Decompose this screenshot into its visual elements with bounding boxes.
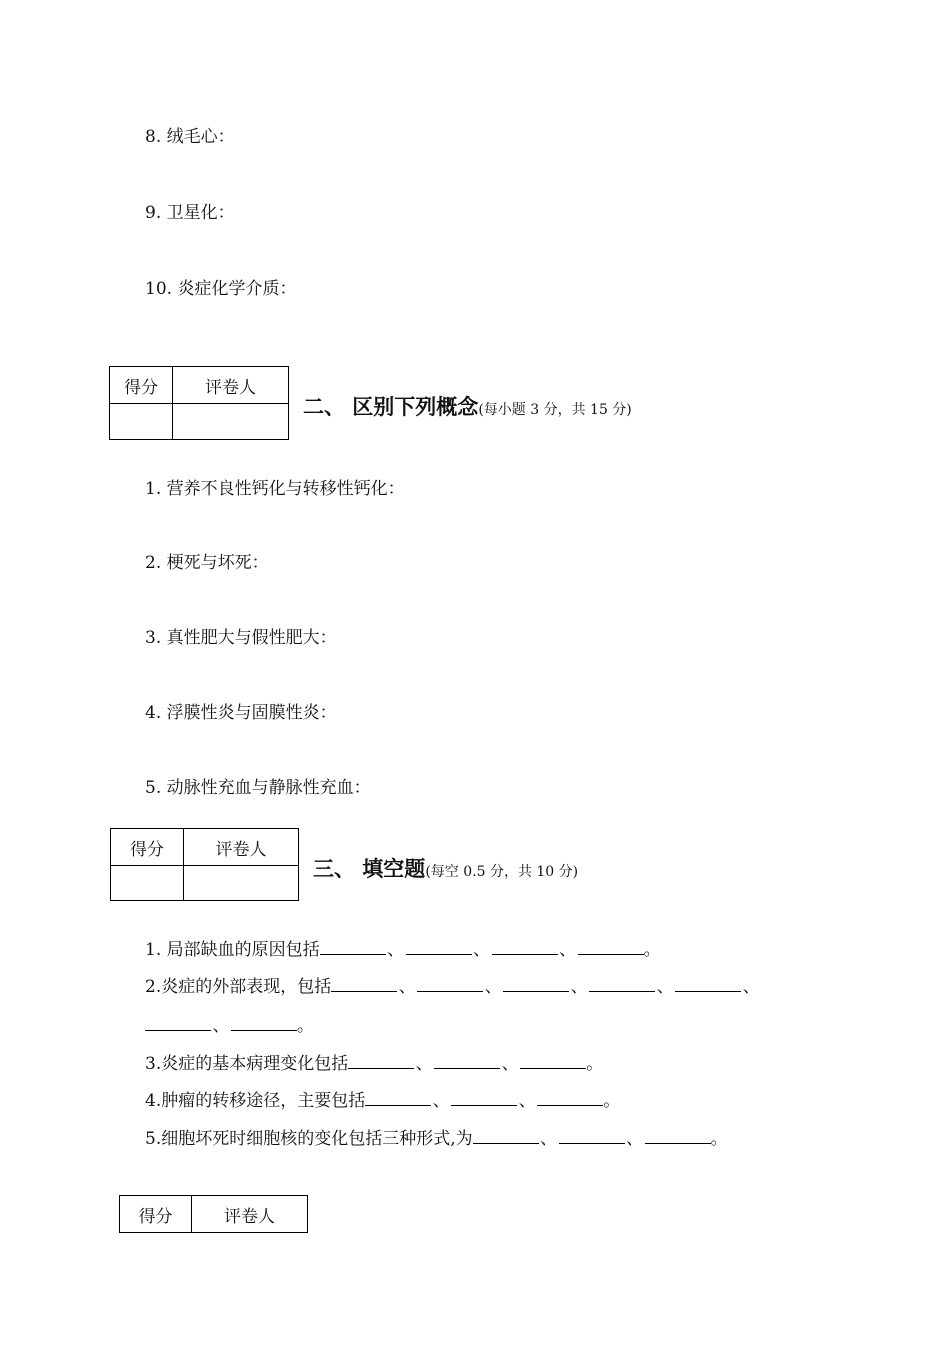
separator: 、 — [387, 940, 405, 960]
question-10: 10. 炎症化学介质： — [145, 279, 297, 299]
score-label: 得分 — [120, 1196, 192, 1233]
blank[interactable] — [348, 1053, 414, 1069]
question-text: 4.肿瘤的转移途径，主要包括 — [145, 1091, 366, 1111]
separator: 、 — [656, 977, 674, 997]
score-table — [109, 366, 289, 440]
separator: 、 — [570, 977, 588, 997]
fill-question-1 — [145, 935, 661, 960]
fill-question-2 — [145, 972, 761, 997]
separator: 、 — [473, 940, 491, 960]
separator: 、 — [432, 1091, 450, 1111]
blank[interactable] — [451, 1090, 517, 1106]
separator: 、 — [398, 977, 416, 997]
fill-question-4 — [145, 1086, 620, 1111]
blank[interactable] — [417, 976, 483, 992]
grader-label: 评卷人 — [184, 829, 299, 866]
blank[interactable] — [537, 1090, 603, 1106]
separator: 、 — [484, 977, 502, 997]
section-note: (每空 0.5 分，共 10 分) — [425, 864, 579, 880]
separator: 、 — [518, 1091, 536, 1111]
question-text: 5.细胞坏死时细胞核的变化包括三种形式,为 — [145, 1129, 473, 1149]
separator: 。 — [710, 1129, 728, 1149]
blank[interactable] — [559, 1128, 625, 1144]
grader-cell[interactable] — [184, 866, 299, 901]
score-label: 得分 — [110, 367, 173, 404]
grader-label: 评卷人 — [192, 1196, 308, 1233]
question-text: 2.炎症的外部表现，包括 — [145, 977, 332, 997]
separator: 、 — [540, 1129, 558, 1149]
fill-question-3 — [145, 1049, 603, 1074]
separator: 、 — [501, 1054, 519, 1074]
separator: 。 — [643, 940, 661, 960]
separator: 。 — [603, 1091, 621, 1111]
grader-cell[interactable] — [173, 404, 289, 440]
section-heading-2 — [303, 391, 632, 421]
blank[interactable] — [365, 1090, 431, 1106]
blank[interactable] — [589, 976, 655, 992]
blank[interactable] — [320, 939, 386, 955]
score-table — [110, 828, 299, 901]
blank[interactable] — [675, 976, 741, 992]
concept-3: 3. 真性肥大与假性肥大： — [145, 628, 337, 648]
separator: 、 — [559, 940, 577, 960]
fill-question-5 — [145, 1124, 728, 1149]
blank[interactable] — [145, 1015, 211, 1031]
grader-label: 评卷人 — [173, 367, 289, 404]
blank[interactable] — [503, 976, 569, 992]
blank[interactable] — [473, 1128, 539, 1144]
section-title: 二、 区别下列概念 — [303, 394, 479, 419]
blank[interactable] — [520, 1053, 586, 1069]
concept-2: 2. 梗死与坏死： — [145, 553, 269, 573]
separator: 、 — [742, 977, 760, 997]
separator: 。 — [586, 1054, 604, 1074]
question-text: 1. 局部缺血的原因包括 — [145, 940, 320, 960]
score-cell[interactable] — [111, 866, 184, 901]
score-table — [119, 1195, 308, 1233]
question-text: 3.炎症的基本病理变化包括 — [145, 1054, 349, 1074]
concept-4: 4. 浮膜性炎与固膜性炎： — [145, 703, 337, 723]
separator: 、 — [415, 1054, 433, 1074]
section-title: 三、 填空题 — [313, 856, 426, 881]
separator: 、 — [626, 1129, 644, 1149]
blank[interactable] — [578, 939, 644, 955]
fill-question-2-cont — [145, 1011, 314, 1036]
blank[interactable] — [434, 1053, 500, 1069]
question-9: 9. 卫星化： — [145, 203, 235, 223]
separator: 、 — [212, 1016, 230, 1036]
blank[interactable] — [645, 1128, 711, 1144]
score-cell[interactable] — [110, 404, 173, 440]
concept-1: 1. 营养不良性钙化与转移性钙化： — [145, 479, 405, 499]
concept-5: 5. 动脉性充血与静脉性充血： — [145, 778, 371, 798]
blank[interactable] — [492, 939, 558, 955]
question-8: 8. 绒毛心： — [145, 127, 235, 147]
blank[interactable] — [331, 976, 397, 992]
section-heading-3 — [313, 853, 578, 883]
blank[interactable] — [406, 939, 472, 955]
blank[interactable] — [231, 1015, 297, 1031]
score-label: 得分 — [111, 829, 184, 866]
separator: 。 — [297, 1016, 314, 1036]
section-note: (每小题 3 分，共 15 分) — [478, 402, 632, 418]
